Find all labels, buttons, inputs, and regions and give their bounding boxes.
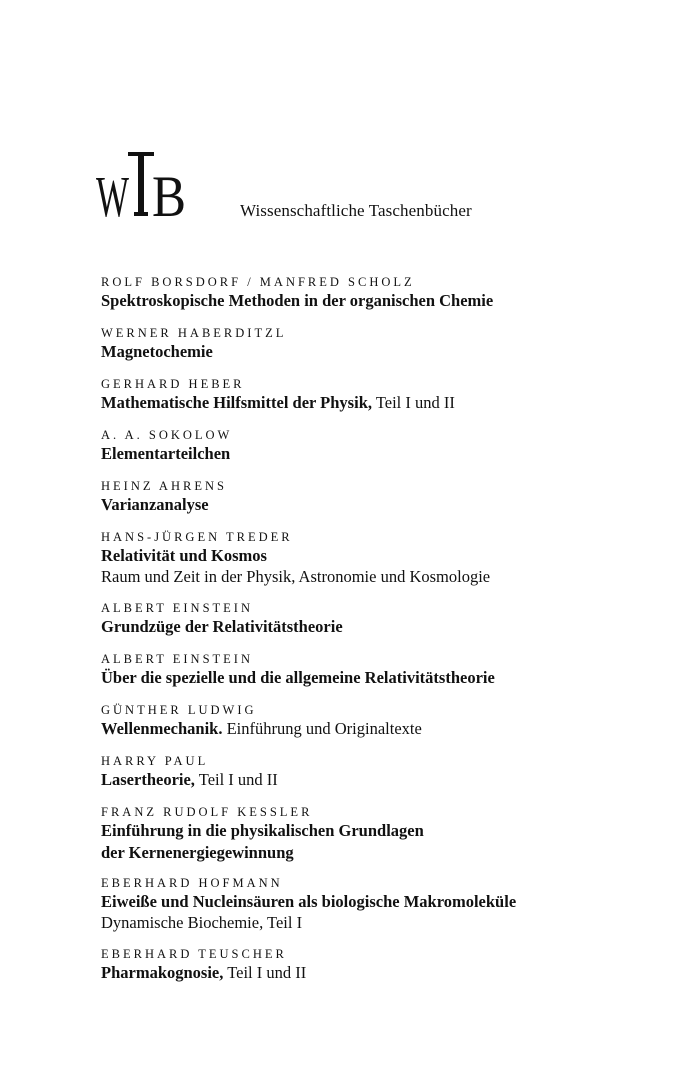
series-title: Wissenschaftliche Taschenbücher (240, 201, 472, 220)
book-author: EBERHARD TEUSCHER (101, 947, 287, 961)
book-title: Lasertheorie, (101, 770, 195, 789)
book-title-line (101, 494, 661, 515)
book-title-suffix: Teil I und II (223, 963, 307, 982)
book-title-line (101, 718, 661, 739)
wtb-logo-mark (96, 152, 188, 218)
book-entry (101, 479, 661, 515)
book-title-line (101, 290, 661, 311)
book-title-suffix: Teil I und II (194, 770, 278, 789)
book-author: HANS-JÜRGEN TREDER (101, 530, 293, 544)
book-entry (101, 377, 661, 413)
book-entry (101, 428, 661, 464)
book-subtitle: Dynamische Biochemie, Teil I (101, 913, 303, 932)
book-entry (101, 754, 661, 790)
book-author: ROLF BORSDORF / MANFRED SCHOLZ (101, 275, 415, 289)
book-title-line-2 (101, 842, 661, 863)
book-title: Varianzanalyse (101, 495, 209, 514)
svg-text:W: W (96, 164, 130, 218)
book-author: ALBERT EINSTEIN (101, 601, 253, 615)
book-title: Spektroskopische Methoden in der organischen Chemie (101, 291, 494, 310)
book-title-line (101, 962, 661, 983)
book-title: Pharmakognosie, (101, 963, 224, 982)
book-author: EBERHARD HOFMANN (101, 876, 283, 890)
book-author: A. A. SOKOLOW (101, 428, 233, 442)
book-entry (101, 601, 661, 637)
book-entry (101, 275, 661, 311)
book-entry (101, 947, 661, 983)
book-title-line (101, 667, 661, 688)
book-title-line (101, 392, 661, 413)
book-author: FRANZ RUDOLF KESSLER (101, 805, 313, 819)
book-author: GERHARD HEBER (101, 377, 245, 391)
book-subtitle: Raum und Zeit in der Physik, Astronomie und Kosmologie (101, 567, 491, 586)
book-title-line (101, 616, 661, 637)
book-entry (101, 530, 661, 588)
book-title-suffix: Teil I und II (372, 393, 455, 412)
book-author: HARRY PAUL (101, 754, 209, 768)
book-entry (101, 652, 661, 688)
wtb-logo (96, 152, 188, 218)
book-author: GÜNTHER LUDWIG (101, 703, 257, 717)
book-entry (101, 703, 661, 739)
book-title: Über die spezielle und die allgemeine Relativitätstheorie (101, 668, 495, 687)
book-title-line (101, 891, 661, 912)
book-title: Einführung in die physikalischen Grundlagen (101, 821, 424, 840)
book-title-suffix: Einführung und Originaltexte (222, 719, 422, 738)
book-title-line (101, 769, 661, 790)
book-title: Magnetochemie (101, 342, 213, 361)
book-entry (101, 805, 661, 863)
book-title: Eiweiße und Nucleinsäuren als biologische Makromoleküle (101, 892, 517, 911)
book-title-continuation: der Kernenergiegewinnung (101, 843, 294, 862)
book-title: Relativität und Kosmos (101, 546, 267, 565)
book-title-line (101, 545, 661, 566)
book-title: Mathematische Hilfsmittel der Physik, (101, 393, 372, 412)
svg-text:B: B (152, 164, 186, 218)
book-title-line (101, 443, 661, 464)
book-list (101, 275, 661, 998)
book-author: ALBERT EINSTEIN (101, 652, 253, 666)
book-title: Wellenmechanik. (101, 719, 223, 738)
book-title-line (101, 820, 661, 841)
book-title-line (101, 341, 661, 362)
book-entry (101, 876, 661, 934)
book-title: Elementarteilchen (101, 444, 231, 463)
book-title: Grundzüge der Relativitätstheorie (101, 617, 343, 636)
book-author: HEINZ AHRENS (101, 479, 227, 493)
book-entry (101, 326, 661, 362)
book-author: WERNER HABERDITZL (101, 326, 287, 340)
